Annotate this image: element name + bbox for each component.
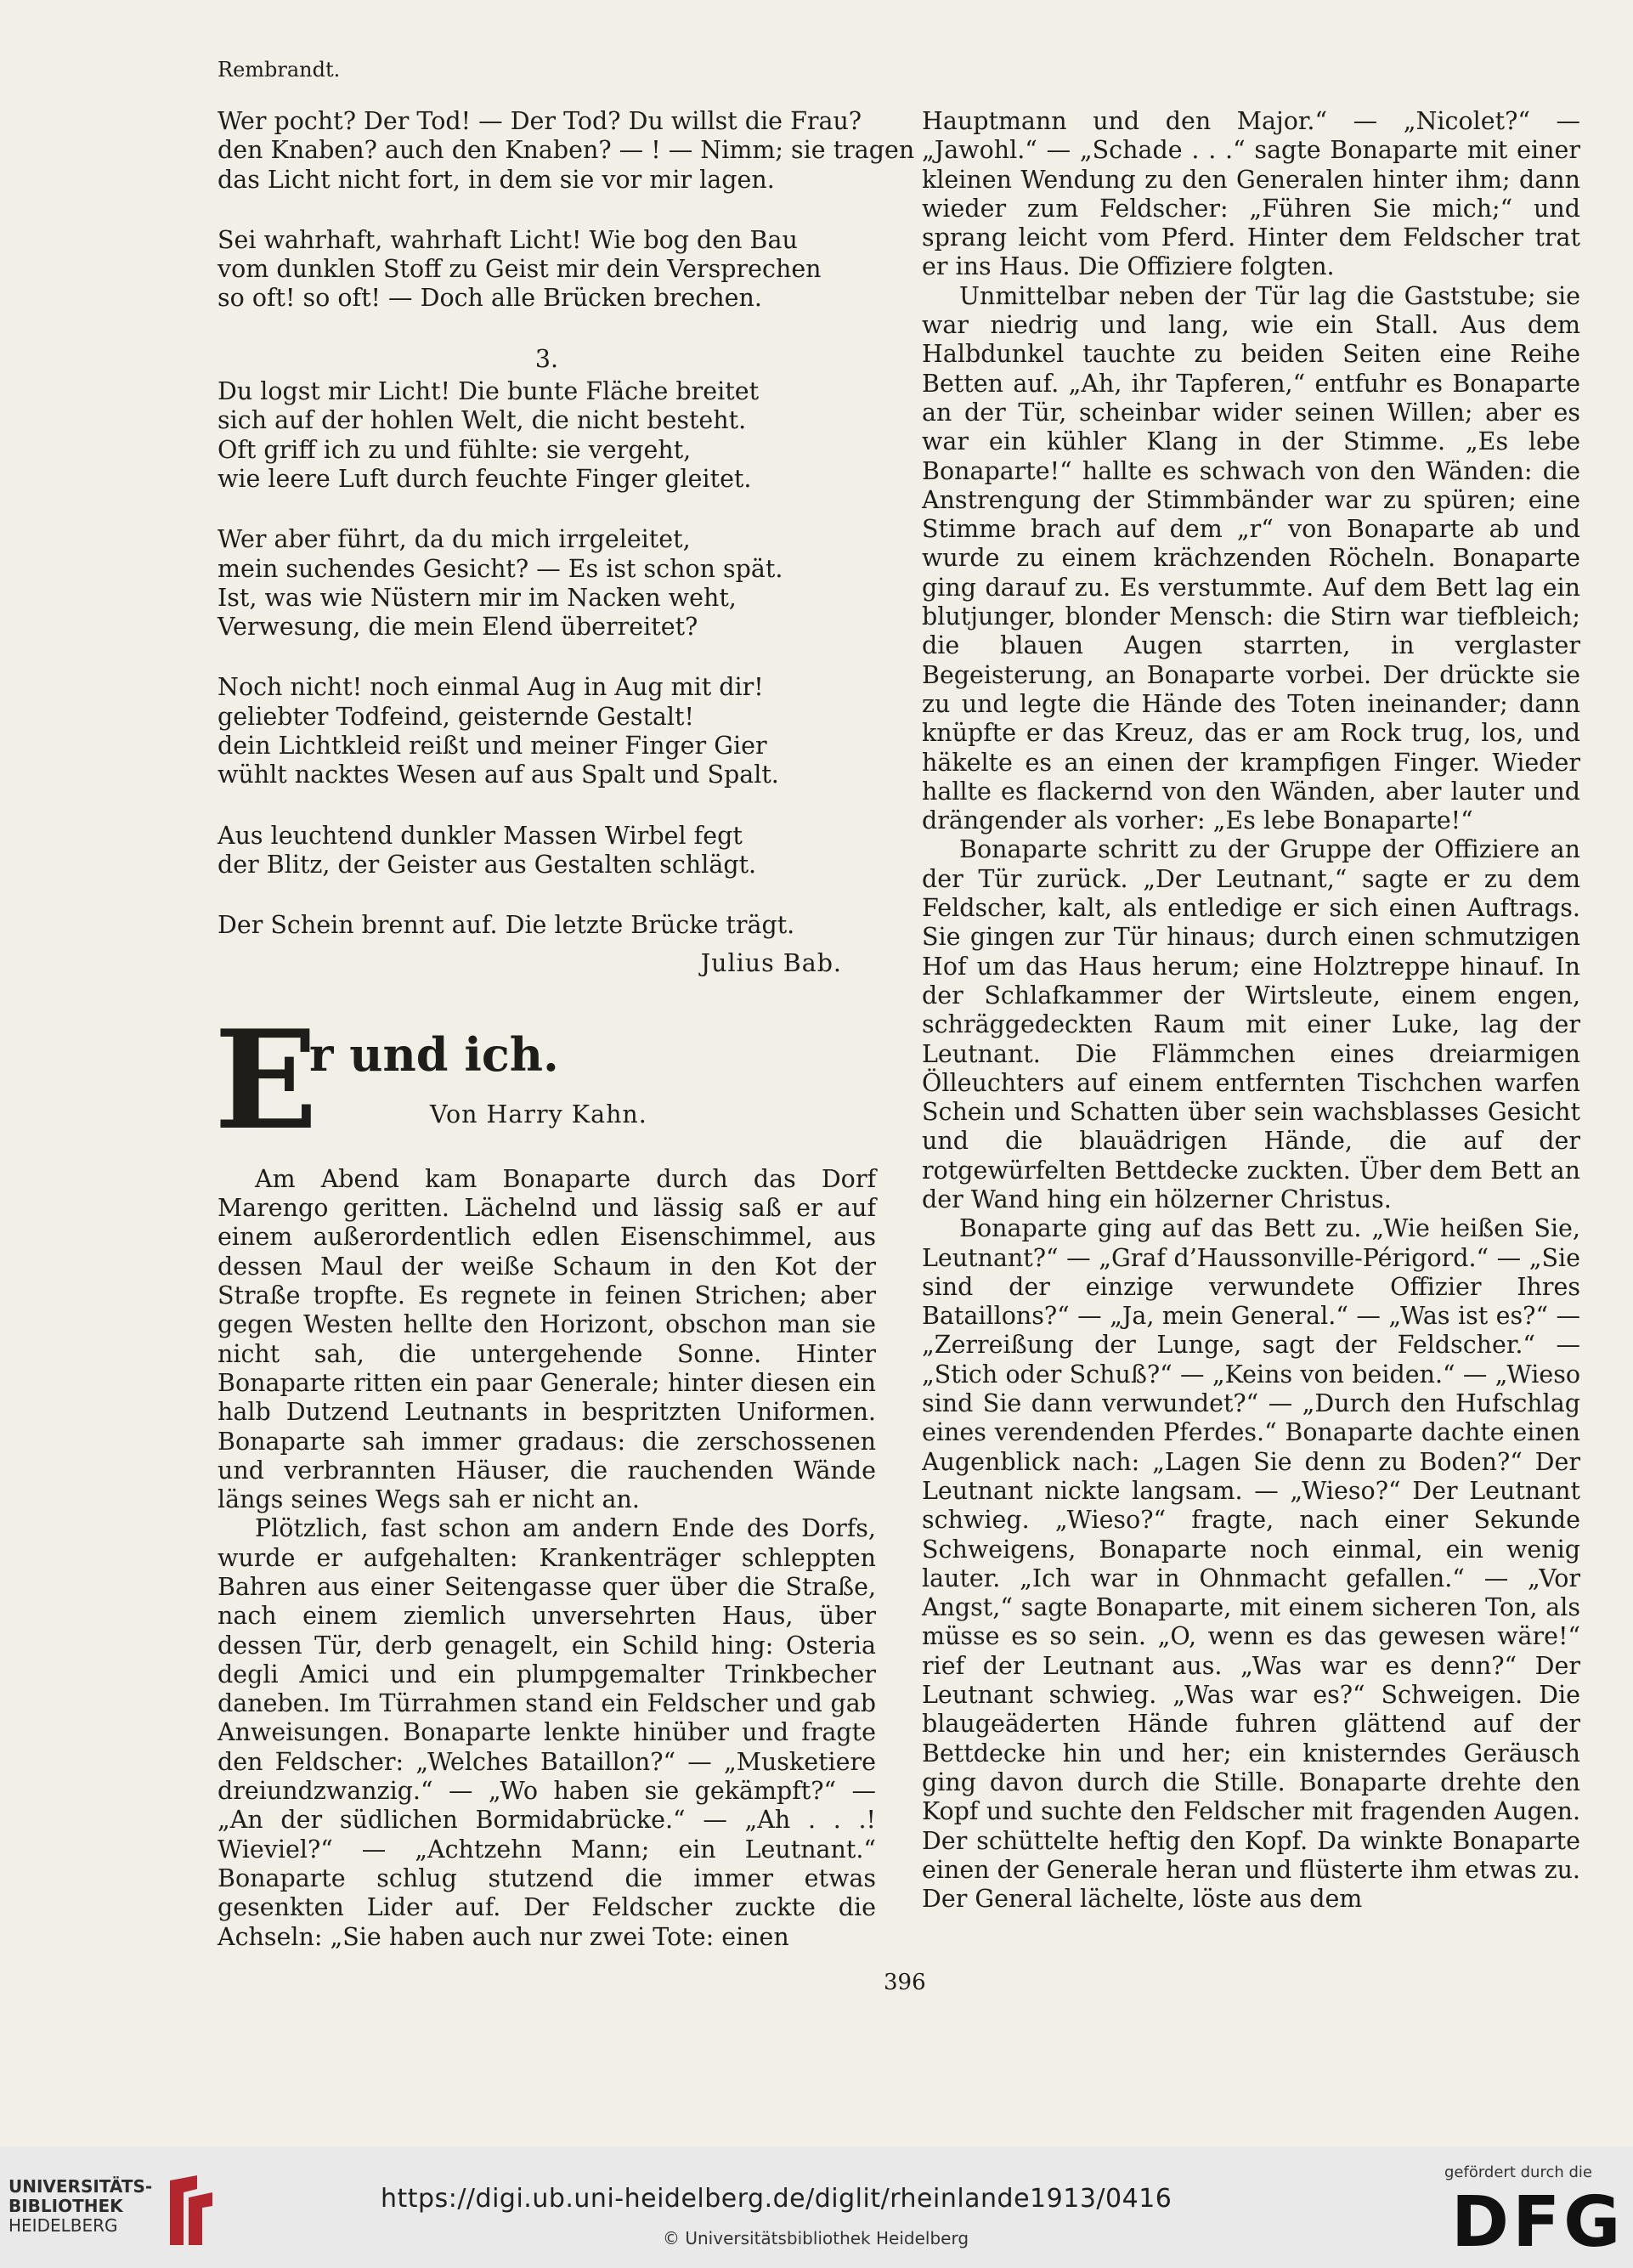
poem-line: sich auf der hohlen Welt, die nicht besteht. [218, 406, 747, 435]
poem-line: Sei wahrhaft, wahrhaft Licht! Wie bog den Bau [218, 225, 798, 254]
poem [218, 107, 915, 978]
library-name-line: HEIDELBERG [8, 2215, 118, 2236]
poem-line: geliebter Todfeind, geisternde Gestalt! [218, 702, 694, 731]
poem-section-number: 3. [534, 344, 559, 373]
story-paragraph: Bonaparte schritt zu der Gruppe der Offiziere an der Tür zurück. „Der Leutnant,“ sagte er zu dem Feldscher, kalt, als entledige er sich einen Auftrags. Sie gingen zur Tür hinaus; durch einen schmutzigen Hof um das Haus herum; eine Holztreppe hinauf. In der Schlafkammer der Wirtsleute, einem engen, schräggedeckten Raum mit einer Luke, lag der Leutnant. Die Flämmchen eines dreiarmigen Ölleuchters auf einem entfernten Tischchen warfen Schein und Schatten über sein wachsblasses Gesicht und die blauädrigen Hände, die auf der rotgewürfelten Bettdecke zuckten. Über dem Bett an der Wand hing ein hölzerner Christus. [922, 835, 1580, 1213]
story-paragraph: Hauptmann und den Major.“ — „Nicolet?“ — „Jawohl.“ — „Schade . . .“ sagte Bonaparte mit einer kleinen Wendung zu den Generalen hinter ihm; dann wieder zum Feldscher: „Führen Sie mich;“ und sprang leicht vom Pferd. Hinter dem Feldscher trat er ins Haus. Die Offiziere folgten. [922, 107, 1580, 281]
poem-part-a [218, 107, 915, 314]
poem-line: Oft griff ich zu und fühlte: sie vergeht, [218, 435, 692, 464]
poem-line: das Licht nicht fort, in dem sie vor mir lagen. [218, 165, 775, 194]
story-paragraph: Am Abend kam Bonaparte durch das Dorf Marengo geritten. Lächelnd und lässig saß er auf einem außerordentlich edlen Eisenschimmel, aus dessen Maul der weiße Schaum in den Kot der Straße tropfte. Es regnete in feinen Strichen; aber gegen Westen hellte den Horizont, obschon man sie nicht sah, die untergehende Sonne. Hinter Bonaparte ritten ein paar Generale; hinter diesen ein halb Dutzend Leutnants in bespritzten Uniformen. Bonaparte sah immer gradaus: die zerschossenen und verbrannten Häuser, die rauchenden Wände längs seines Wegs sah er nicht an. [218, 1164, 876, 1514]
poem-line: Ist, was wie Nüstern mir im Nacken weht, [218, 583, 737, 612]
story-title: r und ich. [309, 1027, 559, 1082]
running-header: Rembrandt. [218, 58, 341, 82]
library-name-line: BIBLIOTHEK [8, 2196, 123, 2216]
funded-by-label: gefördert durch die [1444, 2163, 1592, 2181]
copyright-notice: © Universitätsbibliothek Heidelberg [663, 2228, 969, 2248]
story-paragraph: Unmittelbar neben der Tür lag die Gaststube; sie war niedrig und lang, wie ein Stall. Aus dem Halbdunkel tauchte zu beiden Seiten eine Reihe Betten auf. „Ah, ihr Tapferen,“ entfuhr es Bonaparte an der Tür, scheinbar wider seinen Willen; aber es war ein kühler Klang in der Stimme. „Es lebe Bonaparte!“ hallte es schwach von den Wänden: die Anstrengung der Stimmbänder war zu spüren; eine Stimme brach auf dem „r“ von Bonaparte ab und wurde zu einem krächzenden Röcheln. Bonaparte ging darauf zu. Es verstummte. Auf dem Bett lag ein blutjunger, blonder Mensch: die Stirn war tiefbleich; die blauen Augen starrten, in verglaster Begeisterung, an Bonaparte vorbei. Der drückte sie zu und legte die Hände des Toten ineinander; dann knüpfte er das Kreuz, das er am Rock trug, los, und häkelte es an einen der krampfigen Finger. Wieder hallte es flackernd von den Wänden, aber lauter und drängender als vorher: „Es lebe Bonaparte!“ [922, 281, 1580, 835]
poem-line: Wer pocht? Der Tod! — Der Tod? Du willst die Frau? [218, 107, 862, 135]
poem-stanza [218, 377, 876, 494]
poem-line: vom dunklen Stoff zu Geist mir dein Versprechen [218, 255, 822, 284]
source-url-link[interactable]: https://digi.ub.uni-heidelberg.de/diglit/rheinlande1913/0416 [381, 2184, 1172, 2214]
dfg-logo: DFG [1451, 2182, 1625, 2263]
poem-author: Julius Bab. [700, 948, 842, 977]
library-name-line: UNIVERSITÄTS- [8, 2176, 153, 2197]
poem-stanza [218, 525, 876, 642]
digitization-footer [0, 2146, 1633, 2268]
library-name [8, 2177, 152, 2236]
left-column [214, 107, 915, 1952]
poem-line: Der Schein brennt auf. Die letzte Brücke trägt. [218, 911, 795, 940]
poem-line: wühlt nacktes Wesen auf aus Spalt und Spalt. [218, 761, 779, 789]
title-dropcap: E [214, 999, 318, 1160]
story-text-left [218, 1165, 876, 1952]
poem-line: Noch nicht! noch einmal Aug in Aug mit dir! [218, 673, 764, 702]
poem-line: Wer aber führt, da du mich irrgeleitet, [218, 525, 691, 554]
story-text-right [922, 107, 1580, 1914]
poem-line: wie leere Luft durch feuchte Finger gleitet. [218, 464, 752, 493]
poem-stanza [218, 822, 876, 880]
poem-stanza [218, 226, 876, 314]
poem-stanza [218, 911, 876, 940]
story-byline: Von Harry Kahn. [430, 1100, 647, 1128]
story-paragraph: Plötzlich, fast schon am andern Ende des Dorfs, wurde er aufgehalten: Krankenträger schleppten Bahren aus einer Seitengasse quer über die Straße, nach einem ziemlich unversehrten Haus, über dessen Tür, derb genagelt, ein Schild hing: Osteria degli Amici und ein plumpgemalter Trinkbecher daneben. Im Türrahmen stand ein Feldscher und gab Anweisungen. Bonaparte lenkte hinüber und fragte den Feldscher: „Welches Bataillon?“ — „Musketiere dreiundzwanzig.“ — „Wo haben sie gekämpft?“ — „An der südlichen Bormidabrücke.“ — „Ah . . .! Wieviel?“ — „Achtzehn Mann; ein Leutnant.“ Bonaparte schlug stutzend die immer etwas gesenkten Lider auf. Der Feldscher zuckte die Achseln: „Sie haben auch nur zwei Tote: einen [218, 1514, 876, 1951]
poem-line: Verwesung, die mein Elend überreitet? [218, 613, 698, 642]
page-number: 396 [884, 1970, 926, 1995]
poem-line: dein Lichtkleid reißt und meiner Finger Gier [218, 732, 767, 761]
poem-line: Du logst mir Licht! Die bunte Fläche breitet [218, 377, 760, 406]
poem-line: Aus leuchtend dunkler Massen Wirbel fegt [218, 821, 743, 850]
poem-line: mein suchendes Gesicht? — Es ist schon spät. [218, 554, 783, 583]
library-logo-icon [163, 2172, 219, 2248]
poem-part-b [218, 377, 876, 940]
poem-line: der Blitz, der Geister aus Gestalten schlägt. [218, 850, 757, 879]
story-heading [214, 999, 876, 1160]
poem-line: den Knaben? auch den Knaben? — ! — Nimm; sie tragen [218, 136, 915, 165]
poem-stanza [218, 673, 876, 789]
story-paragraph: Bonaparte ging auf das Bett zu. „Wie heißen Sie, Leutnant?“ — „Graf d’Haussonville-Périgord.“ — „Sie sind der einzige verwundete Offizier Ihres Bataillons?“ — „Ja, mein General.“ — „Was ist es?“ — „Zerreißung der Lunge, sagt der Feldscher.“ — „Stich oder Schuß?“ — „Keins von beiden.“ — „Wieso sind Sie dann verwundet?“ — „Durch den Hufschlag eines verendenden Pferdes.“ Bonaparte dachte einen Augenblick nach: „Lagen Sie denn zu Boden?“ Der Leutnant nickte langsam. — „Wieso?“ Der Leutnant schwieg. „Wieso?“ fragte, nach einer Sekunde Schweigens, Bonaparte noch einmal, ein wenig lauter. „Ich war in Ohnmacht gefallen.“ — „Vor Angst,“ sagte Bonaparte, mit einem sicheren Ton, als müsse es so sein. „O, wenn es das gewesen wäre!“ rief der Leutnant aus. „Was war es denn?“ Der Leutnant schwieg. „Was war es?“ Schweigen. Die blaugeäderten Hände fuhren glättend auf der Bettdecke hin und her; ein knisterndes Geräusch ging davon durch die Stille. Bonaparte drehte den Kopf und suchte den Feldscher mit fragenden Augen. Der schüttelte heftig den Kopf. Da winkte Bonaparte einen der Generale heran und flüsterte ihm etwas zu. Der General lächelte, löste aus dem [922, 1214, 1580, 1914]
right-column [922, 107, 1580, 1914]
poem-stanza [218, 107, 915, 195]
poem-line: so oft! so oft! — Doch alle Brücken brechen. [218, 284, 762, 313]
